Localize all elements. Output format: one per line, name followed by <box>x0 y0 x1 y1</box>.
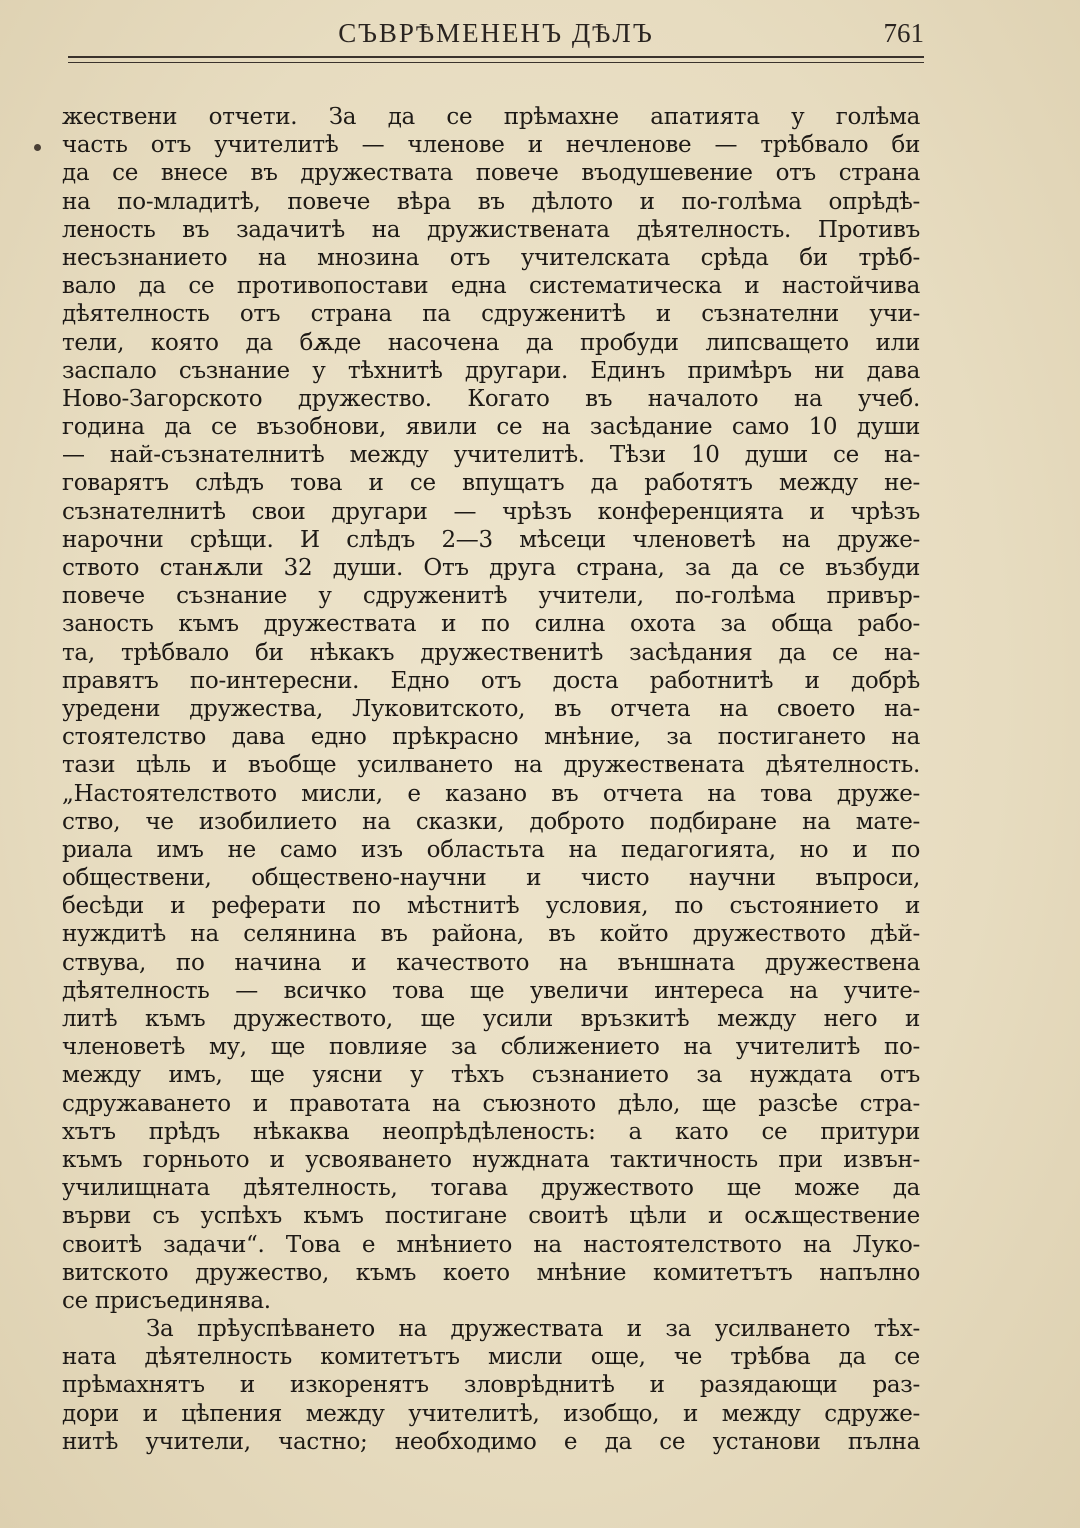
text-line: сдружаването и правотата на съюзното дѣло, ще разсѣе стра- <box>62 1090 920 1117</box>
text-line: къмъ горньото и усвояването нуждната тактичность при извън- <box>62 1146 920 1173</box>
text-line: прѣмахнятъ и изкоренятъ зловрѣднитѣ и разядающи раз- <box>62 1372 920 1399</box>
header-rule-thick <box>68 56 924 58</box>
text-line: своитѣ задачи“. Това е мнѣнието на настоятелството на Луко- <box>62 1231 920 1258</box>
text-line: нарочни срѣщи. И слѣдъ 2—3 мѣсеци членоветѣ на друже- <box>62 526 920 553</box>
text-line: несъзнанието на мнозина отъ учителската срѣда би трѣб- <box>62 244 920 271</box>
ink-speck <box>34 144 41 151</box>
text-line: вало да се противопостави една систематическа и настойчива <box>62 273 920 300</box>
running-head <box>68 16 924 56</box>
page-number: 761 <box>883 18 924 48</box>
text-line: уредени дружества, Луковитското, въ отчета на своето на- <box>62 695 920 722</box>
text-line: бесѣди и реферати по мѣстнитѣ условия, по състоянието и <box>62 893 920 920</box>
text-line: дѣятелность — всичко това ще увеличи интереса на учите- <box>62 977 920 1004</box>
text-line: За прѣуспѣването на дружествата и за усилването тѣх- <box>146 1316 920 1343</box>
text-line: съзнателнитѣ свои другари — чрѣзъ конференцията и чрѣзъ <box>62 498 920 525</box>
text-line: ствува, по начина и качеството на външната дружествена <box>62 949 920 976</box>
text-line: — най-съзнателнитѣ между учителитѣ. Тѣзи 10 души се на- <box>62 442 920 469</box>
text-line: дѣятелность отъ страна па сдруженитѣ и съзнателни учи- <box>62 301 920 328</box>
text-line: витското дружество, къмъ което мнѣние комитетътъ напълно <box>62 1259 920 1286</box>
text-line: нитѣ учители, частно; необходимо е да се установи пълна <box>62 1428 920 1455</box>
text-line: правятъ по-интересни. Едно отъ доста работнитѣ и добрѣ <box>62 667 920 694</box>
text-line: литѣ къмъ дружеството, ще усили връзкитѣ между него и <box>62 1006 920 1032</box>
text-line: училищната дѣятелность, тогава дружеството ще може да <box>62 1175 920 1202</box>
text-line: заность къмъ дружествата и по силна охота за обща рабо- <box>62 611 920 638</box>
text-line: се присъединява. <box>62 1287 271 1314</box>
body-text <box>62 103 920 1456</box>
text-line: членоветѣ му, ще повлияе за сближението на учителитѣ по- <box>62 1034 920 1061</box>
text-line: на по-младитѣ, повече вѣра въ дѣлото и по-голѣма опрѣдѣ- <box>62 188 920 215</box>
text-line: ството станѫли 32 души. Отъ друга страна, за да се възбуди <box>62 555 920 581</box>
running-title: СЪВРѢМЕНЕНЪ ДѢЛЪ <box>338 18 654 48</box>
text-line: година да се възобнови, явили се на засѣдание само 10 души <box>62 414 920 441</box>
text-line: ство, че изобилието на сказки, доброто подбиране на мате- <box>62 808 920 835</box>
text-line: тази цѣль и въобще усилването на дружествената дѣятелность. <box>62 752 920 779</box>
text-line: часть отъ учителитѣ — членове и нечленове — трѣбвало би <box>62 132 920 159</box>
text-line: говарятъ слѣдъ това и се впущатъ да работятъ между не- <box>62 470 920 497</box>
text-line: ната дѣятелность комитетътъ мисли още, че трѣбва да се <box>62 1344 920 1371</box>
text-line: стоятелство дава едно прѣкрасно мнѣние, за постигането на <box>62 724 920 751</box>
text-line: хътъ прѣдъ нѣкаква неопрѣдѣленость: а като се притури <box>62 1118 920 1145</box>
text-line: тели, която да бѫде насочена да пробуди липсващето или <box>62 329 920 356</box>
text-line: леность въ задачитѣ на дружиствената дѣятелность. Противъ <box>62 216 920 243</box>
text-line: та, трѣбвало би нѣкакъ дружественитѣ засѣдания да се на- <box>62 639 920 666</box>
text-line: риала имъ не само изъ областьта на педагогията, но и по <box>62 836 920 863</box>
text-line: върви съ успѣхъ къмъ постигане своитѣ цѣли и осѫществение <box>62 1203 920 1230</box>
paragraph <box>62 103 920 1315</box>
text-line: заспало съзнание у тѣхнитѣ другари. Единъ примѣръ ни дава <box>62 357 920 384</box>
text-line: повече съзнание у сдруженитѣ учители, по-голѣма привър- <box>62 583 920 610</box>
text-line: обществени, обществено-научни и чисто научни въпроси, <box>62 865 920 892</box>
text-line: Ново-Загорското дружество. Когато въ началото на учеб. <box>62 385 920 412</box>
text-line: между имъ, ще уясни у тѣхъ съзнанието за нуждата отъ <box>62 1062 920 1089</box>
text-line: нуждитѣ на селянина въ района, въ който дружеството дѣй- <box>62 921 920 948</box>
text-line: да се внесе въ дружествата повече въодушевение отъ страна <box>62 160 920 187</box>
text-line: жествени отчети. За да се прѣмахне апатията у голѣма <box>62 104 920 130</box>
text-line: дори и цѣпения между учителитѣ, изобщо, и между сдруже- <box>62 1400 920 1427</box>
text-line: „Настоятелството мисли, е казано въ отчета на това друже- <box>62 780 920 807</box>
header-rule-thin <box>68 62 924 63</box>
paragraph <box>62 1315 920 1456</box>
